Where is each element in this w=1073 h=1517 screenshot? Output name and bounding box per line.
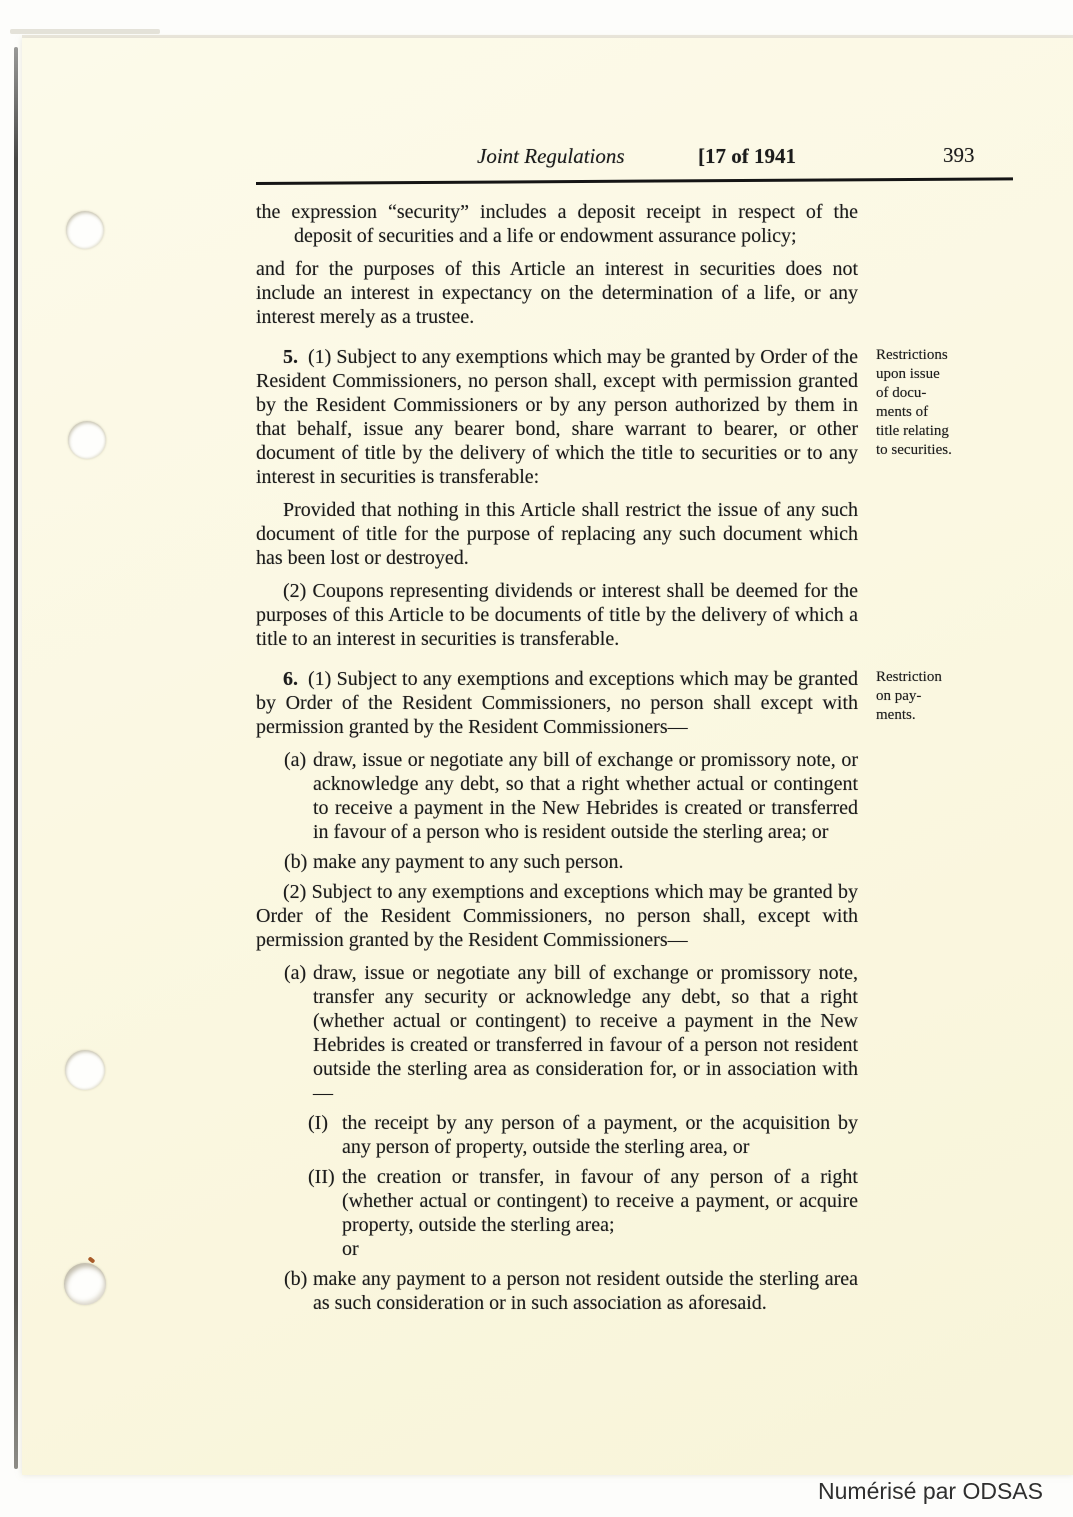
punch-hole-1 xyxy=(66,211,104,249)
margin-note-payments xyxy=(876,668,1014,725)
margin-note-line: of docu- xyxy=(876,385,927,401)
margin-note-line: Restrictions xyxy=(876,347,948,363)
para-article-scope: and for the purposes of this Article an interest in securities does not include an interest in expectancy on the determination of a life, or any interest merely as a trustee. xyxy=(256,258,858,328)
punch-hole-2 xyxy=(68,421,106,459)
section-5-sub1-text: (1) Subject to any exemptions which may be granted by Order of the Resident Commissioners, no person shall, except with permission granted by the Resident Commissioners or by any person authorized by them in that behalf, issue any bearer bond, share warrant to bearer, or other document of title by the delivery of which the title to securities or to any interest in securities is transferable: xyxy=(256,346,858,488)
item-text: make any payment to any such person. xyxy=(313,851,624,873)
item-text: draw, issue or negotiate any bill of exchange or promissory note, transfer any security or acknowledge any debt, so that a right (whether actual or contingent) to receive a payment in the New Hebrides is created or transferred in favour of a person not resident outside the sterling area as consideration for, or in association with— xyxy=(313,962,858,1104)
item-label: (a) xyxy=(284,749,307,771)
body-text-column xyxy=(256,200,952,1315)
section-6-sub1-text: (1) Subject to any exemptions and exceptions which may be granted by Order of the Resident Commissioners, no person shall except with permission granted by the Resident Commissioners— xyxy=(256,668,858,738)
item-label: (a) xyxy=(284,962,307,984)
section-6-sub1 xyxy=(256,667,942,739)
header-citation: [17 of 1941 xyxy=(698,144,796,168)
header-title: Joint Regulations xyxy=(477,144,625,168)
section-6-number: 6. xyxy=(283,668,298,690)
running-header xyxy=(256,140,1013,180)
scan-smudge xyxy=(10,29,160,34)
para-security-definition: the expression “security” includes a deposit receipt in respect of the deposit of securities and a life or endowment assurance policy; xyxy=(256,201,858,247)
para-proviso: Provided that nothing in this Article shall restrict the issue of any such document of title for the purpose of replacing any such document which has been lost or destroyed. xyxy=(256,499,858,569)
page-number: 393 xyxy=(943,143,975,167)
margin-note-line: Restriction xyxy=(876,669,942,685)
list-item-6-2-a-II xyxy=(256,1165,858,1261)
item-text: draw, issue or negotiate any bill of exchange or promissory note, or acknowledge any debt, so that a right whether actual or contingent to receive a payment in the New Hebrides is created or transferred in favour of a person who is resident outside the sterling area; or xyxy=(313,749,858,843)
item-label: (b) xyxy=(284,1268,308,1290)
page-left-edge-shadow xyxy=(14,47,18,1469)
margin-note-line: on pay- xyxy=(876,688,922,704)
section-5-sub1 xyxy=(256,345,952,489)
list-item-6-2-b xyxy=(256,1267,858,1315)
margin-note-line: title relating xyxy=(876,423,949,439)
scan-watermark: Numérisé par ODSAS xyxy=(818,1478,1043,1504)
subitem-label: (I) xyxy=(308,1112,328,1134)
margin-note-line: to securities. xyxy=(876,442,952,458)
section-5-sub2: (2) Coupons representing dividends or interest shall be deemed for the purposes of this Article to be documents of title by the delivery of which a title to an interest in securities is transferable. xyxy=(256,580,858,650)
margin-note-securities xyxy=(876,346,1014,460)
margin-note-line: upon issue xyxy=(876,366,940,382)
list-item-6-2-a-I xyxy=(256,1111,858,1159)
section-6-sub2: (2) Subject to any exemptions and exceptions which may be granted by Order of the Resident Commissioners, no person shall, except with permission granted by the Resident Commissioners— xyxy=(256,881,858,951)
subitem-text: the creation or transfer, in favour of any person of a right (whether actual or contingent) to receive a payment, or acquire property, outside the sterling area; xyxy=(342,1166,858,1236)
subitem-label: (II) xyxy=(308,1166,335,1188)
margin-note-line: ments of xyxy=(876,404,929,420)
margin-note-line: ments. xyxy=(876,707,916,723)
section-5-number: 5. xyxy=(283,346,298,368)
list-item-6-1-b xyxy=(256,850,858,874)
item-label: (b) xyxy=(284,851,308,873)
list-item-6-1-a xyxy=(256,748,858,844)
punch-hole-4 xyxy=(64,1263,106,1305)
printed-page-content xyxy=(256,140,1013,1321)
page-top-edge xyxy=(22,35,1073,38)
item-text: make any payment to a person not resident outside the sterling area as such consideration or in such association as aforesaid. xyxy=(313,1268,858,1314)
list-item-6-2-a xyxy=(256,961,858,1105)
punch-hole-3 xyxy=(65,1050,105,1090)
subitem-text: the receipt by any person of a payment, or the acquisition by any person of property, outside the sterling area, or xyxy=(342,1112,858,1158)
subitem-tail-or: or xyxy=(342,1238,359,1260)
